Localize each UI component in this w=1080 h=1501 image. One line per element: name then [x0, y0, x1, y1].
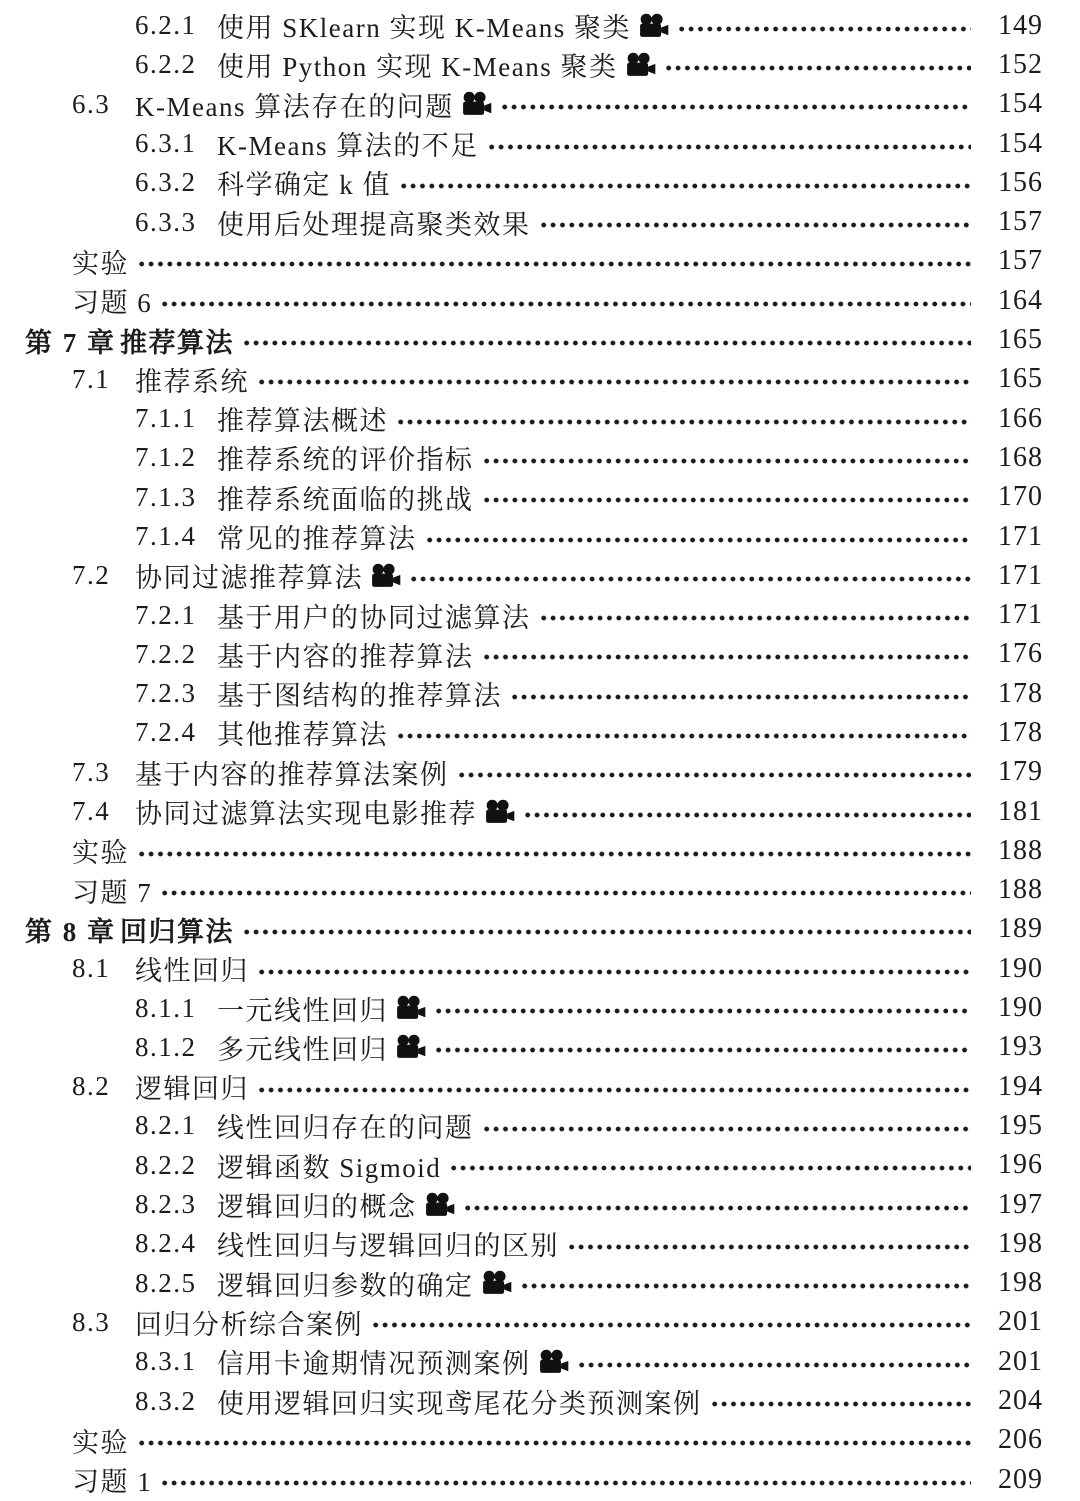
entry-number: 6.3.1 [135, 128, 197, 159]
toc-entry [0, 831, 1043, 870]
movie-camera-icon [371, 563, 401, 589]
entry-number: 8.3.2 [135, 1385, 197, 1416]
movie-camera-icon [626, 52, 656, 78]
page-number: 178 [998, 677, 1043, 709]
entry-title: 使用 Python 实现 K-Means 聚类 [217, 52, 618, 83]
toc-entry [0, 674, 1043, 713]
entry-title: 基于内容的推荐算法案例 [135, 759, 449, 790]
page-number: 190 [998, 952, 1043, 984]
toc-entry [0, 595, 1043, 634]
page-number: 171 [998, 599, 1043, 631]
toc-entry [0, 45, 1043, 84]
entry-title: 一元线性回归 [217, 995, 388, 1026]
toc-entry [0, 1421, 1043, 1460]
dot-leader [257, 360, 971, 399]
dot-leader [463, 1185, 972, 1224]
toc-entry [0, 635, 1043, 674]
dot-leader [160, 1460, 971, 1499]
page-number: 193 [998, 1031, 1043, 1063]
entry-title: 逻辑回归的概念 [217, 1192, 417, 1223]
toc-entry [0, 1342, 1043, 1381]
dot-leader [664, 45, 972, 84]
entry-title: 推荐算法 [120, 327, 234, 358]
entry-title: 基于图结构的推荐算法 [217, 681, 502, 712]
entry-number: 8.3 [72, 1306, 111, 1337]
dot-leader [396, 399, 971, 438]
dot-leader [482, 635, 972, 674]
toc-entry [0, 1460, 1043, 1499]
entry-number: 6.3.3 [135, 206, 197, 237]
dot-leader [510, 674, 971, 713]
entry-number: 7.2 [72, 560, 111, 591]
entry-number: 8.2.1 [135, 1110, 197, 1141]
entry-number: 8.1.1 [135, 992, 197, 1023]
toc-entry [0, 320, 1043, 359]
entry-number: 6.2.1 [135, 10, 197, 41]
entry-number: 7.1.4 [135, 521, 197, 551]
page-number: 209 [998, 1463, 1043, 1495]
toc-entry [0, 988, 1043, 1027]
entry-title: 科学确定 k 值 [217, 170, 391, 201]
movie-camera-icon [639, 13, 669, 39]
movie-camera-icon [485, 799, 515, 825]
page-number: 168 [998, 441, 1043, 473]
entry-title: 推荐系统面临的挑战 [217, 484, 474, 515]
toc-entry [0, 281, 1043, 320]
toc-entry [0, 949, 1043, 988]
entry-title: 逻辑回归参数的确定 [217, 1270, 474, 1301]
dot-leader [409, 556, 971, 595]
dot-leader [137, 1421, 971, 1460]
dot-leader [396, 713, 971, 752]
page-number: 154 [998, 88, 1043, 120]
dot-leader [399, 163, 971, 202]
toc-entry [0, 871, 1043, 910]
entry-number: 6.2.2 [135, 49, 197, 80]
page-number: 179 [998, 756, 1043, 788]
page-number: 198 [998, 1227, 1043, 1259]
page-number: 190 [998, 992, 1043, 1024]
toc-entry [0, 792, 1043, 831]
movie-camera-icon [482, 1270, 512, 1296]
page-number: 165 [998, 324, 1043, 356]
page-number: 196 [998, 1149, 1043, 1181]
page-number: 194 [998, 1070, 1043, 1102]
entry-number: 7.2.3 [135, 678, 197, 709]
entry-number: 8.2.2 [135, 1149, 197, 1180]
entry-title: 实验 [72, 838, 129, 869]
toc-entry [0, 1303, 1043, 1342]
toc-entry [0, 753, 1043, 792]
toc-entry [0, 1146, 1043, 1185]
dot-leader [487, 124, 971, 163]
entry-title: 线性回归 [135, 956, 249, 987]
entry-title: 推荐算法概述 [217, 406, 388, 437]
entry-number: 第 8 章 [25, 916, 116, 947]
toc-entry [0, 556, 1043, 595]
page-number: 171 [998, 520, 1043, 552]
dot-leader [449, 1146, 971, 1185]
toc-entry [0, 438, 1043, 477]
entry-number: 7.1.2 [135, 442, 197, 473]
movie-camera-icon [462, 91, 492, 117]
entry-title: K-Means 算法的不足 [217, 131, 479, 162]
dot-leader [425, 517, 972, 556]
dot-leader [160, 871, 971, 910]
page-number: 152 [998, 48, 1043, 80]
page-number: 170 [998, 481, 1043, 513]
entry-title: 使用 SKlearn 实现 K-Means 聚类 [217, 13, 631, 44]
dot-leader [137, 831, 971, 870]
dot-leader [520, 1264, 972, 1303]
page-number: 176 [998, 638, 1043, 670]
entry-title: 习题 1 [72, 1467, 153, 1498]
toc-entry [0, 517, 1043, 556]
page-number: 204 [998, 1385, 1043, 1417]
page-number: 164 [998, 284, 1043, 316]
entry-title: 线性回归存在的问题 [217, 1113, 474, 1144]
toc-entry [0, 242, 1043, 281]
dot-leader [257, 1067, 971, 1106]
dot-leader [577, 1342, 972, 1381]
entry-title: 逻辑回归 [135, 1074, 249, 1105]
entry-number: 8.2.4 [135, 1228, 197, 1259]
entry-number: 7.1 [72, 363, 111, 394]
entry-title: 推荐系统 [135, 366, 249, 397]
entry-title: 使用后处理提高聚类效果 [217, 209, 531, 240]
toc-entry [0, 1264, 1043, 1303]
page-number: 206 [998, 1424, 1043, 1456]
dot-leader [523, 792, 971, 831]
dot-leader [434, 988, 971, 1027]
page-number: 166 [998, 402, 1043, 434]
toc-entry [0, 1106, 1043, 1145]
entry-title: K-Means 算法存在的问题 [135, 91, 454, 122]
dot-leader [539, 595, 972, 634]
entry-title: 使用逻辑回归实现鸢尾花分类预测案例 [217, 1388, 702, 1419]
entry-number: 7.1.1 [135, 403, 197, 434]
movie-camera-icon [396, 995, 426, 1021]
entry-number: 7.3 [72, 756, 111, 787]
entry-number: 8.2.5 [135, 1267, 197, 1298]
dot-leader [567, 1224, 971, 1263]
entry-title: 协同过滤推荐算法 [135, 563, 363, 594]
entry-number: 7.2.1 [135, 599, 197, 630]
entry-number: 8.2.3 [135, 1189, 197, 1220]
dot-leader [371, 1303, 971, 1342]
page-number: 178 [998, 716, 1043, 748]
entry-number: 6.3.2 [135, 167, 197, 198]
entry-title: 逻辑函数 Sigmoid [217, 1152, 442, 1183]
page-number: 197 [998, 1188, 1043, 1220]
dot-leader [710, 1381, 972, 1420]
entry-number: 8.2 [72, 1071, 111, 1102]
entry-title: 其他推荐算法 [217, 720, 388, 751]
page-number: 154 [998, 127, 1043, 159]
dot-leader [160, 281, 971, 320]
entry-title: 协同过滤算法实现电影推荐 [135, 799, 477, 830]
entry-number: 8.1 [72, 953, 111, 984]
movie-camera-icon [539, 1349, 569, 1375]
toc-entry [0, 124, 1043, 163]
dot-leader [539, 202, 972, 241]
toc-entry [0, 6, 1043, 45]
dot-leader [482, 1106, 972, 1145]
toc-entry [0, 1224, 1043, 1263]
dot-leader [242, 910, 971, 949]
dot-leader [137, 242, 971, 281]
page-number: 165 [998, 363, 1043, 395]
page-number: 188 [998, 874, 1043, 906]
toc-entry [0, 163, 1043, 202]
page-number: 189 [998, 913, 1043, 945]
entry-title: 推荐系统的评价指标 [217, 445, 474, 476]
entry-number: 第 7 章 [25, 327, 116, 358]
entry-number: 7.2.4 [135, 717, 197, 748]
dot-leader [482, 478, 972, 517]
toc-entry [0, 478, 1043, 517]
page-number: 171 [998, 559, 1043, 591]
dot-leader [500, 85, 971, 124]
entry-title: 基于内容的推荐算法 [217, 641, 474, 672]
entry-title: 信用卡逾期情况预测案例 [217, 1349, 531, 1380]
page-number: 149 [998, 9, 1043, 41]
page-number: 201 [998, 1345, 1043, 1377]
dot-leader [257, 949, 971, 988]
toc-entry [0, 85, 1043, 124]
dot-leader [482, 438, 972, 477]
entry-number: 6.3 [72, 88, 111, 119]
entry-number: 7.4 [72, 796, 111, 827]
entry-number: 8.3.1 [135, 1346, 197, 1377]
entry-title: 常见的推荐算法 [217, 524, 417, 554]
toc-entry [0, 202, 1043, 241]
dot-leader [434, 1028, 971, 1067]
page-number: 156 [998, 166, 1043, 198]
toc-entry [0, 1028, 1043, 1067]
entry-title: 基于用户的协同过滤算法 [217, 602, 531, 633]
toc-entry [0, 1185, 1043, 1224]
entry-title: 回归算法 [120, 916, 234, 947]
page-number: 157 [998, 245, 1043, 277]
entry-title: 习题 7 [72, 877, 153, 908]
entry-title: 多元线性回归 [217, 1034, 388, 1065]
toc-entry [0, 399, 1043, 438]
page-number: 198 [998, 1267, 1043, 1299]
page-number: 188 [998, 834, 1043, 866]
dot-leader [677, 6, 971, 45]
entry-title: 实验 [72, 248, 129, 279]
movie-camera-icon [396, 1034, 426, 1060]
entry-title: 习题 6 [72, 288, 153, 319]
entry-title: 线性回归与逻辑回归的区别 [217, 1231, 559, 1262]
page-number: 181 [998, 795, 1043, 827]
toc-entry [0, 360, 1043, 399]
page-number: 195 [998, 1109, 1043, 1141]
movie-camera-icon [425, 1192, 455, 1218]
toc-entry [0, 1067, 1043, 1106]
entry-title: 实验 [72, 1427, 129, 1458]
entry-title: 回归分析综合案例 [135, 1309, 363, 1340]
entry-number: 8.1.2 [135, 1031, 197, 1062]
page-number: 157 [998, 206, 1043, 238]
dot-leader [457, 753, 972, 792]
dot-leader [242, 320, 971, 359]
toc-entry [0, 910, 1043, 949]
toc-entry [0, 1381, 1043, 1420]
entry-number: 7.1.3 [135, 481, 197, 512]
toc-entry [0, 713, 1043, 752]
entry-number: 7.2.2 [135, 638, 197, 669]
page-number: 201 [998, 1306, 1043, 1338]
